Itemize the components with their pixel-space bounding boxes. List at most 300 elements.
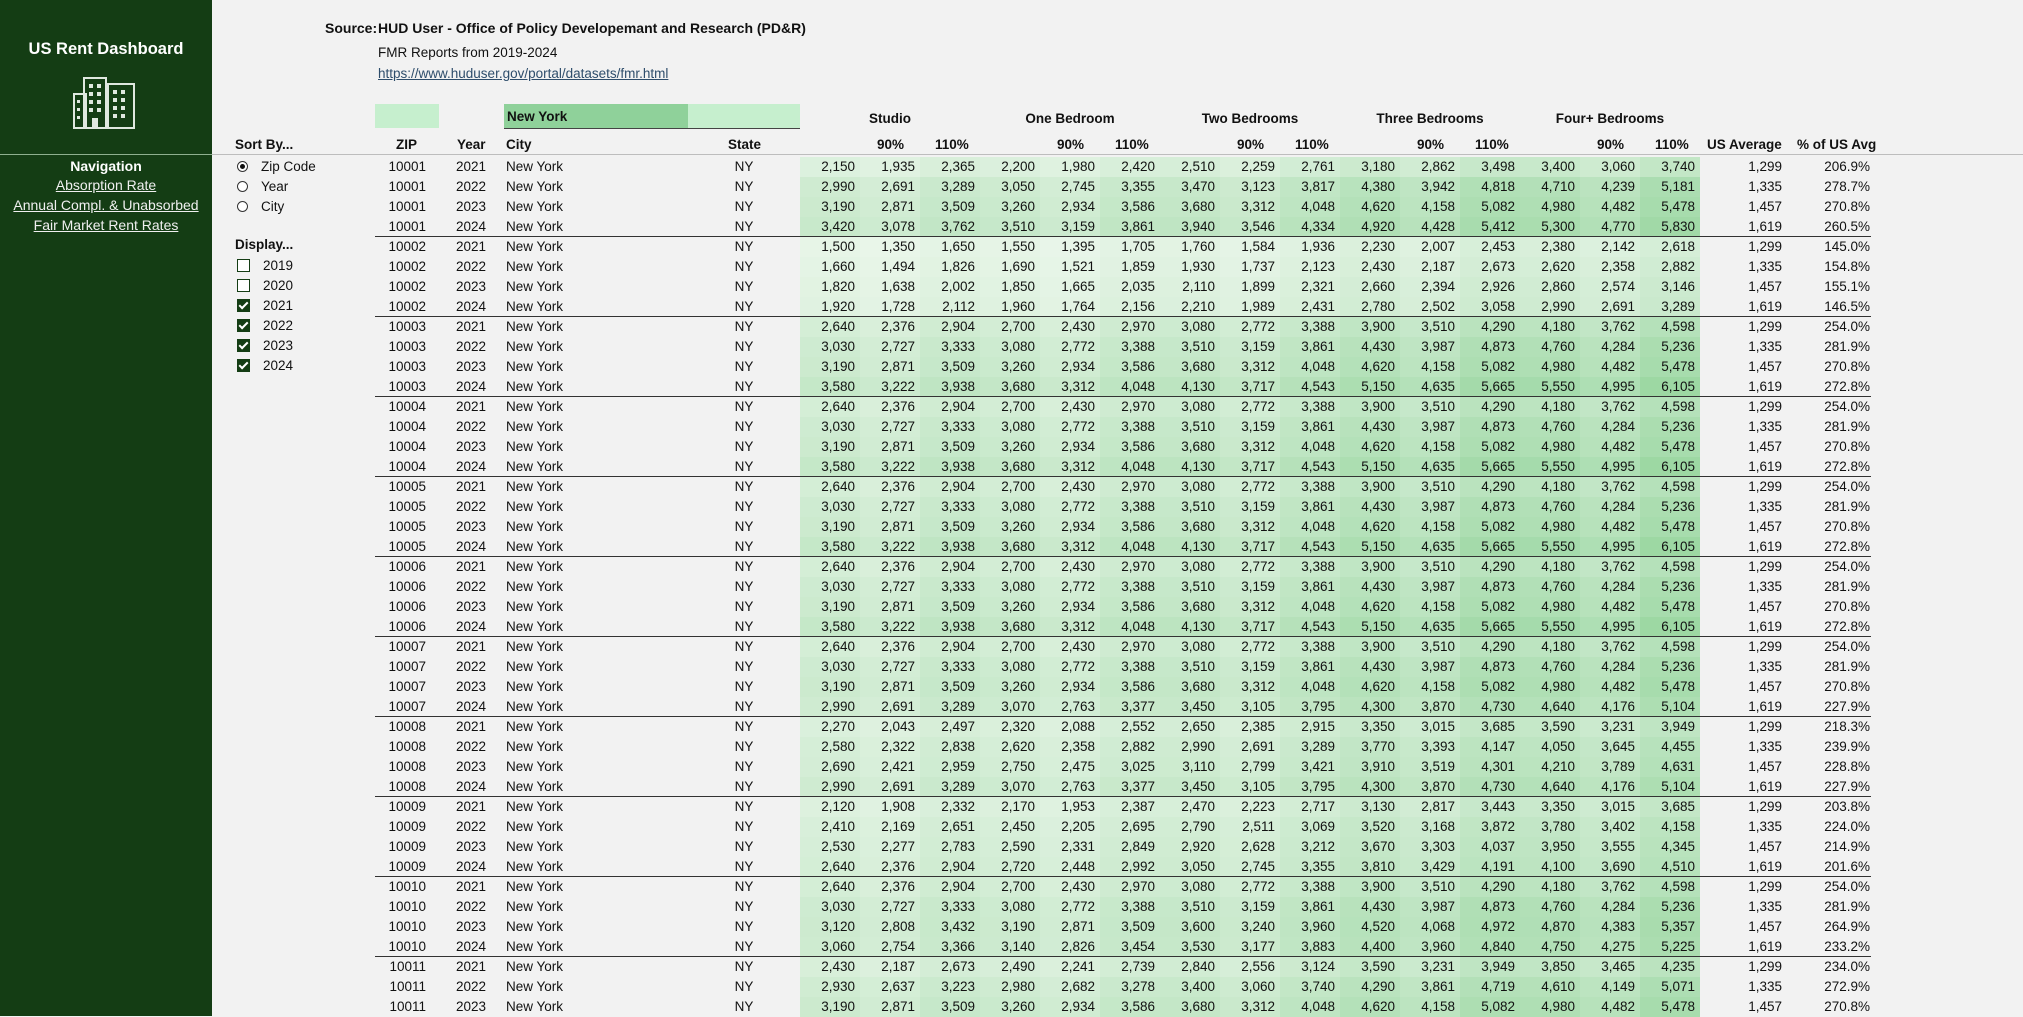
cell-three-bed: 4,430	[1361, 899, 1395, 914]
cell-four-bed-110: 5,478	[1661, 599, 1695, 614]
cell-two-bed-110: 3,861	[1301, 659, 1335, 674]
cell-three-bed-90: 3,168	[1421, 819, 1455, 834]
cell-us-average: 1,335	[1748, 739, 1782, 754]
cell-studio: 3,030	[821, 499, 855, 514]
cell-studio-110: 2,838	[941, 739, 975, 754]
cell-one-bed: 3,680	[1001, 459, 1035, 474]
cell-three-bed-90: 3,960	[1421, 939, 1455, 954]
cell-four-bed-110: 3,146	[1661, 279, 1695, 294]
cell-studio-90: 2,376	[881, 639, 915, 654]
city-filter-value: New York	[507, 109, 568, 124]
cell-city: New York	[506, 979, 564, 994]
cell-two-bed-90: 3,717	[1241, 459, 1275, 474]
cell-two-bed: 3,940	[1181, 219, 1215, 234]
cell-state: NY	[734, 819, 754, 834]
cell-two-bed: 4,130	[1181, 539, 1215, 554]
cell-one-bed: 3,080	[1001, 579, 1035, 594]
cell-year: 2023	[455, 679, 486, 694]
table-row	[0, 657, 2023, 677]
cell-one-bed-90: 2,430	[1061, 399, 1095, 414]
cell-zip: 10011	[389, 999, 426, 1014]
cell-four-bed-90: 3,762	[1601, 559, 1635, 574]
cell-one-bed: 3,070	[1001, 699, 1035, 714]
cell-zip: 10009	[388, 839, 426, 854]
cell-zip: 10006	[388, 579, 426, 594]
cell-year: 2022	[455, 419, 486, 434]
cell-one-bed-110: 3,388	[1121, 899, 1155, 914]
cell-one-bed-110: 3,388	[1121, 339, 1155, 354]
cell-one-bed: 2,700	[1001, 559, 1035, 574]
cell-studio: 2,640	[821, 859, 855, 874]
table-row	[0, 497, 2023, 517]
cell-studio-110: 3,333	[941, 899, 975, 914]
dashboard-title: US Rent Dashboard	[28, 40, 184, 58]
cell-four-bed-90: 3,762	[1601, 879, 1635, 894]
cell-three-bed-110: 5,082	[1481, 679, 1515, 694]
cell-state: NY	[734, 899, 754, 914]
cell-four-bed-90: 4,284	[1601, 339, 1635, 354]
cell-two-bed-110: 3,388	[1301, 479, 1335, 494]
cell-four-bed-90: 4,482	[1601, 199, 1635, 214]
cell-three-bed-110: 4,290	[1481, 639, 1515, 654]
cell-state: NY	[734, 419, 754, 434]
cell-three-bed: 4,620	[1361, 999, 1395, 1014]
cell-four-bed: 5,550	[1541, 539, 1575, 554]
cell-three-bed-90: 3,510	[1421, 559, 1455, 574]
cell-four-bed-90: 2,691	[1601, 299, 1635, 314]
cell-one-bed-110: 2,970	[1121, 639, 1155, 654]
cell-three-bed: 3,900	[1361, 479, 1395, 494]
cell-one-bed-90: 2,430	[1061, 559, 1095, 574]
cell-studio: 2,930	[821, 979, 855, 994]
cell-one-bed-90: 2,772	[1061, 899, 1095, 914]
cell-us-average: 1,335	[1748, 419, 1782, 434]
cell-state: NY	[734, 719, 754, 734]
cell-four-bed: 4,180	[1541, 639, 1575, 654]
cell-us-average: 1,299	[1748, 159, 1782, 174]
cell-year: 2022	[455, 819, 486, 834]
cell-three-bed-90: 4,635	[1421, 539, 1455, 554]
cell-two-bed: 2,790	[1181, 819, 1215, 834]
cell-four-bed-90: 3,645	[1601, 739, 1635, 754]
cell-us-average: 1,335	[1748, 579, 1782, 594]
cell-two-bed: 3,470	[1181, 179, 1215, 194]
cell-us-average: 1,619	[1748, 779, 1782, 794]
cell-city: New York	[506, 159, 564, 174]
cell-two-bed-110: 2,915	[1301, 719, 1335, 734]
cell-studio: 2,120	[821, 799, 855, 814]
cell-studio: 3,120	[821, 919, 855, 934]
cell-studio-110: 3,366	[941, 939, 975, 954]
cell-one-bed-110: 3,586	[1121, 999, 1155, 1014]
cell-city: New York	[506, 659, 564, 674]
cell-one-bed: 3,050	[1001, 179, 1035, 194]
cell-pct-us-avg: 155.1%	[1824, 279, 1870, 294]
cell-one-bed-90: 1,521	[1061, 259, 1095, 274]
cell-studio-90: 3,222	[881, 619, 915, 634]
cell-zip: 10011	[389, 979, 426, 994]
nav-link-fair-market-rent[interactable]: Fair Market Rent Rates	[33, 217, 179, 233]
cell-studio-90: 3,222	[881, 459, 915, 474]
cell-state: NY	[734, 779, 754, 794]
cell-two-bed-90: 3,546	[1241, 219, 1275, 234]
cell-three-bed-110: 2,926	[1481, 279, 1515, 294]
cell-zip: 10007	[388, 659, 426, 674]
cell-four-bed-90: 3,015	[1601, 799, 1635, 814]
cell-two-bed-110: 2,321	[1301, 279, 1335, 294]
cell-two-bed-90: 3,240	[1241, 919, 1275, 934]
nav-link-absorption-rate[interactable]: Absorption Rate	[55, 177, 157, 193]
cell-zip: 10007	[388, 699, 426, 714]
cell-one-bed-110: 3,278	[1121, 979, 1155, 994]
cell-one-bed-110: 3,509	[1121, 919, 1155, 934]
cell-pct-us-avg: 227.9%	[1824, 779, 1870, 794]
cell-two-bed: 3,510	[1181, 339, 1215, 354]
cell-zip: 10003	[388, 319, 426, 334]
cell-four-bed-90: 3,762	[1601, 399, 1635, 414]
cell-state: NY	[734, 339, 754, 354]
cell-one-bed-110: 3,586	[1121, 519, 1155, 534]
cell-pct-us-avg: 206.9%	[1824, 159, 1870, 174]
cell-zip: 10005	[388, 499, 426, 514]
cell-two-bed: 3,680	[1181, 439, 1215, 454]
cell-three-bed-110: 3,498	[1481, 159, 1515, 174]
cell-pct-us-avg: 270.8%	[1824, 599, 1870, 614]
cell-studio-110: 3,509	[941, 359, 975, 374]
cell-three-bed-110: 5,082	[1481, 599, 1515, 614]
cell-studio: 1,920	[821, 299, 855, 314]
cell-two-bed-110: 4,543	[1301, 539, 1335, 554]
cell-studio: 2,640	[821, 479, 855, 494]
cell-two-bed-110: 3,740	[1301, 979, 1335, 994]
cell-three-bed: 4,620	[1361, 439, 1395, 454]
cell-studio-90: 2,691	[881, 779, 915, 794]
cell-studio: 1,820	[821, 279, 855, 294]
table-row	[0, 797, 2023, 817]
cell-pct-us-avg: 272.9%	[1824, 979, 1870, 994]
cell-four-bed-110: 4,345	[1661, 839, 1695, 854]
cell-four-bed: 4,760	[1541, 899, 1575, 914]
cell-one-bed-90: 2,826	[1061, 939, 1095, 954]
cell-pct-us-avg: 201.6%	[1824, 859, 1870, 874]
cell-two-bed-110: 4,543	[1301, 619, 1335, 634]
cell-two-bed: 4,130	[1181, 459, 1215, 474]
cell-pct-us-avg: 254.0%	[1824, 399, 1870, 414]
cell-three-bed: 4,620	[1361, 199, 1395, 214]
cell-one-bed-90: 2,934	[1061, 439, 1095, 454]
cell-us-average: 1,457	[1748, 439, 1782, 454]
cell-one-bed-90: 2,241	[1061, 959, 1095, 974]
cell-three-bed: 4,430	[1361, 419, 1395, 434]
cell-city: New York	[506, 279, 564, 294]
cell-two-bed-110: 4,048	[1301, 599, 1335, 614]
cell-studio-110: 3,289	[941, 699, 975, 714]
zip-filter-input[interactable]	[375, 104, 439, 128]
cell-four-bed: 4,180	[1541, 559, 1575, 574]
table-row	[0, 777, 2023, 797]
cell-city: New York	[506, 619, 564, 634]
cell-four-bed: 5,550	[1541, 459, 1575, 474]
cell-four-bed-110: 6,105	[1661, 459, 1695, 474]
cell-state: NY	[734, 799, 754, 814]
cell-two-bed: 2,650	[1181, 719, 1215, 734]
table-row	[0, 337, 2023, 357]
cell-studio-110: 3,509	[941, 439, 975, 454]
cell-year: 2024	[455, 459, 486, 474]
cell-four-bed: 5,550	[1541, 619, 1575, 634]
cell-one-bed-110: 4,048	[1121, 539, 1155, 554]
cell-two-bed-90: 3,312	[1241, 519, 1275, 534]
table-row	[0, 577, 2023, 597]
sort-by-heading: Sort By...	[235, 137, 294, 152]
cell-four-bed-90: 3,402	[1601, 819, 1635, 834]
cell-city: New York	[506, 919, 564, 934]
cell-three-bed-110: 4,290	[1481, 879, 1515, 894]
cell-three-bed: 5,150	[1361, 459, 1395, 474]
cell-four-bed-90: 4,482	[1601, 519, 1635, 534]
cell-three-bed-110: 4,719	[1481, 979, 1515, 994]
cell-us-average: 1,335	[1748, 979, 1782, 994]
cell-us-average: 1,335	[1748, 659, 1782, 674]
cell-four-bed-90: 4,995	[1601, 379, 1635, 394]
cell-pct-us-avg: 281.9%	[1824, 499, 1870, 514]
cell-three-bed-110: 5,082	[1481, 519, 1515, 534]
cell-two-bed-110: 3,388	[1301, 639, 1335, 654]
source-label: Source:	[325, 20, 378, 36]
cell-one-bed-110: 2,849	[1121, 839, 1155, 854]
cell-studio-110: 2,112	[942, 299, 975, 314]
cell-three-bed-90: 3,870	[1421, 779, 1455, 794]
cell-state: NY	[734, 759, 754, 774]
cell-studio: 2,990	[821, 179, 855, 194]
cell-one-bed: 2,980	[1001, 979, 1035, 994]
cell-three-bed-90: 3,015	[1421, 719, 1455, 734]
table-row	[0, 297, 2023, 317]
cell-studio-110: 3,289	[941, 779, 975, 794]
cell-four-bed-110: 5,478	[1661, 359, 1695, 374]
cell-three-bed: 4,430	[1361, 579, 1395, 594]
cell-one-bed: 1,690	[1001, 259, 1035, 274]
cell-zip: 10009	[388, 799, 426, 814]
cell-city: New York	[506, 879, 564, 894]
cell-one-bed-90: 2,772	[1061, 659, 1095, 674]
cell-four-bed-90: 4,482	[1601, 999, 1635, 1014]
cell-four-bed: 5,300	[1541, 219, 1575, 234]
source-link[interactable]: https://www.huduser.gov/portal/datasets/fmr.html	[378, 66, 669, 81]
cell-us-average: 1,299	[1748, 559, 1782, 574]
cell-studio-110: 3,938	[941, 379, 975, 394]
cell-state: NY	[734, 279, 754, 294]
group-four-plus-bedrooms: Four+ Bedrooms	[1555, 111, 1665, 126]
cell-studio: 3,580	[821, 459, 855, 474]
cell-year: 2022	[455, 179, 486, 194]
cell-city: New York	[506, 539, 564, 554]
cell-four-bed-90: 4,995	[1601, 539, 1635, 554]
cell-two-bed-90: 1,584	[1241, 239, 1275, 254]
cell-city: New York	[506, 719, 564, 734]
cell-one-bed: 2,720	[1001, 859, 1035, 874]
navigation-heading: Navigation	[70, 158, 142, 174]
cell-three-bed-110: 3,443	[1481, 799, 1515, 814]
cell-four-bed-110: 4,510	[1661, 859, 1695, 874]
cell-three-bed-110: 2,673	[1481, 259, 1515, 274]
cell-pct-us-avg: 270.8%	[1824, 999, 1870, 1014]
cell-two-bed: 3,080	[1181, 559, 1215, 574]
cell-year: 2023	[455, 839, 486, 854]
cell-two-bed-110: 2,717	[1301, 799, 1335, 814]
cell-zip: 10001	[388, 219, 426, 234]
cell-one-bed-90: 1,665	[1061, 279, 1095, 294]
display-year-label: 2021	[263, 297, 294, 313]
cell-two-bed-90: 3,060	[1241, 979, 1275, 994]
header-studio-110: 110%	[935, 137, 969, 152]
cell-four-bed: 4,180	[1541, 399, 1575, 414]
cell-three-bed-110: 3,872	[1481, 819, 1515, 834]
cell-three-bed: 4,620	[1361, 359, 1395, 374]
cell-year: 2024	[455, 939, 486, 954]
cell-state: NY	[734, 359, 754, 374]
cell-three-bed-110: 3,058	[1481, 299, 1515, 314]
cell-one-bed-110: 3,377	[1121, 699, 1155, 714]
cell-one-bed: 2,590	[1001, 839, 1035, 854]
cell-one-bed-90: 3,312	[1061, 459, 1095, 474]
cell-four-bed-90: 4,284	[1601, 899, 1635, 914]
cell-studio: 1,500	[821, 239, 855, 254]
cell-two-bed: 3,530	[1181, 939, 1215, 954]
cell-four-bed: 2,860	[1541, 279, 1575, 294]
cell-one-bed-110: 2,420	[1121, 159, 1155, 174]
cell-two-bed-110: 3,960	[1301, 919, 1335, 934]
cell-state: NY	[734, 939, 754, 954]
cell-three-bed-90: 2,007	[1421, 239, 1455, 254]
cell-studio-110: 3,509	[941, 679, 975, 694]
cell-two-bed-90: 3,717	[1241, 619, 1275, 634]
cell-four-bed-110: 5,104	[1661, 779, 1695, 794]
cell-four-bed-110: 5,478	[1661, 999, 1695, 1014]
cell-two-bed: 3,080	[1181, 879, 1215, 894]
cell-pct-us-avg: 224.0%	[1824, 819, 1870, 834]
cell-year: 2021	[455, 159, 486, 174]
table-row	[0, 157, 2023, 177]
cell-zip: 10007	[388, 639, 426, 654]
cell-one-bed: 3,260	[1001, 999, 1035, 1014]
cell-two-bed-90: 3,717	[1241, 539, 1275, 554]
cell-one-bed-90: 2,682	[1061, 979, 1095, 994]
header-pct-us-avg: % of US Avg	[1797, 137, 1877, 152]
cell-three-bed: 3,810	[1361, 859, 1395, 874]
nav-link-annual-completions[interactable]: Annual Compl. & Unabsorbed	[13, 197, 199, 213]
cell-studio-90: 2,754	[881, 939, 915, 954]
cell-three-bed: 4,380	[1361, 179, 1395, 194]
cell-us-average: 1,457	[1748, 839, 1782, 854]
cell-studio: 2,430	[821, 959, 855, 974]
cell-one-bed-110: 4,048	[1121, 459, 1155, 474]
cell-one-bed-90: 2,205	[1061, 819, 1095, 834]
cell-zip: 10005	[388, 519, 426, 534]
cell-studio-110: 3,762	[941, 219, 975, 234]
cell-one-bed: 3,080	[1001, 499, 1035, 514]
cell-three-bed-90: 3,987	[1421, 899, 1455, 914]
cell-city: New York	[506, 739, 564, 754]
cell-three-bed-90: 3,870	[1421, 699, 1455, 714]
cell-two-bed-110: 3,817	[1301, 179, 1335, 194]
cell-two-bed: 3,680	[1181, 199, 1215, 214]
cell-studio-90: 2,691	[881, 179, 915, 194]
cell-year: 2021	[455, 879, 486, 894]
cell-studio-90: 2,871	[881, 519, 915, 534]
group-one-bedroom: One Bedroom	[1025, 111, 1115, 126]
cell-three-bed: 4,300	[1361, 699, 1395, 714]
cell-four-bed-110: 5,236	[1661, 419, 1695, 434]
cell-three-bed: 3,350	[1361, 719, 1395, 734]
cell-state: NY	[734, 979, 754, 994]
cell-three-bed-90: 4,158	[1421, 599, 1455, 614]
cell-us-average: 1,335	[1748, 819, 1782, 834]
cell-studio-110: 3,509	[941, 199, 975, 214]
cell-three-bed: 2,780	[1361, 299, 1395, 314]
cell-four-bed-110: 6,105	[1661, 379, 1695, 394]
cell-one-bed-90: 2,745	[1061, 179, 1095, 194]
cell-city: New York	[506, 239, 564, 254]
cell-two-bed: 2,840	[1181, 959, 1215, 974]
cell-four-bed: 2,620	[1541, 259, 1575, 274]
cell-three-bed: 3,900	[1361, 879, 1395, 894]
cell-one-bed-90: 2,772	[1061, 579, 1095, 594]
cell-three-bed-110: 4,290	[1481, 559, 1515, 574]
cell-studio: 3,190	[821, 199, 855, 214]
cell-studio: 2,580	[821, 739, 855, 754]
cell-three-bed-90: 4,158	[1421, 999, 1455, 1014]
cell-two-bed: 3,510	[1181, 659, 1215, 674]
cell-two-bed-110: 4,334	[1301, 219, 1335, 234]
cell-two-bed: 2,470	[1181, 799, 1215, 814]
cell-four-bed-90: 4,995	[1601, 459, 1635, 474]
cell-zip: 10008	[388, 739, 426, 754]
cell-state: NY	[734, 999, 754, 1014]
cell-state: NY	[734, 199, 754, 214]
cell-four-bed-110: 5,478	[1661, 679, 1695, 694]
cell-studio-90: 2,727	[881, 659, 915, 674]
cell-one-bed: 3,260	[1001, 679, 1035, 694]
cell-us-average: 1,335	[1748, 259, 1782, 274]
cell-four-bed-110: 4,631	[1661, 759, 1695, 774]
cell-zip: 10009	[388, 859, 426, 874]
cell-pct-us-avg: 218.3%	[1824, 719, 1870, 734]
cell-one-bed-90: 1,980	[1061, 159, 1095, 174]
cell-studio-110: 2,497	[941, 719, 975, 734]
cell-zip: 10002	[388, 259, 426, 274]
table-row	[0, 457, 2023, 477]
cell-three-bed-90: 4,158	[1421, 439, 1455, 454]
cell-one-bed: 2,700	[1001, 479, 1035, 494]
cell-zip: 10001	[388, 159, 426, 174]
cell-year: 2022	[455, 579, 486, 594]
cell-four-bed-90: 2,142	[1601, 239, 1635, 254]
cell-one-bed-110: 3,025	[1121, 759, 1155, 774]
cell-one-bed-90: 2,331	[1061, 839, 1095, 854]
cell-one-bed: 2,750	[1001, 759, 1035, 774]
cell-two-bed: 2,990	[1181, 739, 1215, 754]
cell-studio: 3,190	[821, 999, 855, 1014]
display-year-label: 2024	[263, 357, 294, 373]
cell-year: 2024	[455, 859, 486, 874]
cell-studio-90: 2,376	[881, 559, 915, 574]
cell-us-average: 1,457	[1748, 519, 1782, 534]
cell-year: 2024	[455, 619, 486, 634]
cell-three-bed-110: 4,873	[1481, 339, 1515, 354]
cell-four-bed: 3,850	[1541, 959, 1575, 974]
cell-four-bed: 4,980	[1541, 599, 1575, 614]
